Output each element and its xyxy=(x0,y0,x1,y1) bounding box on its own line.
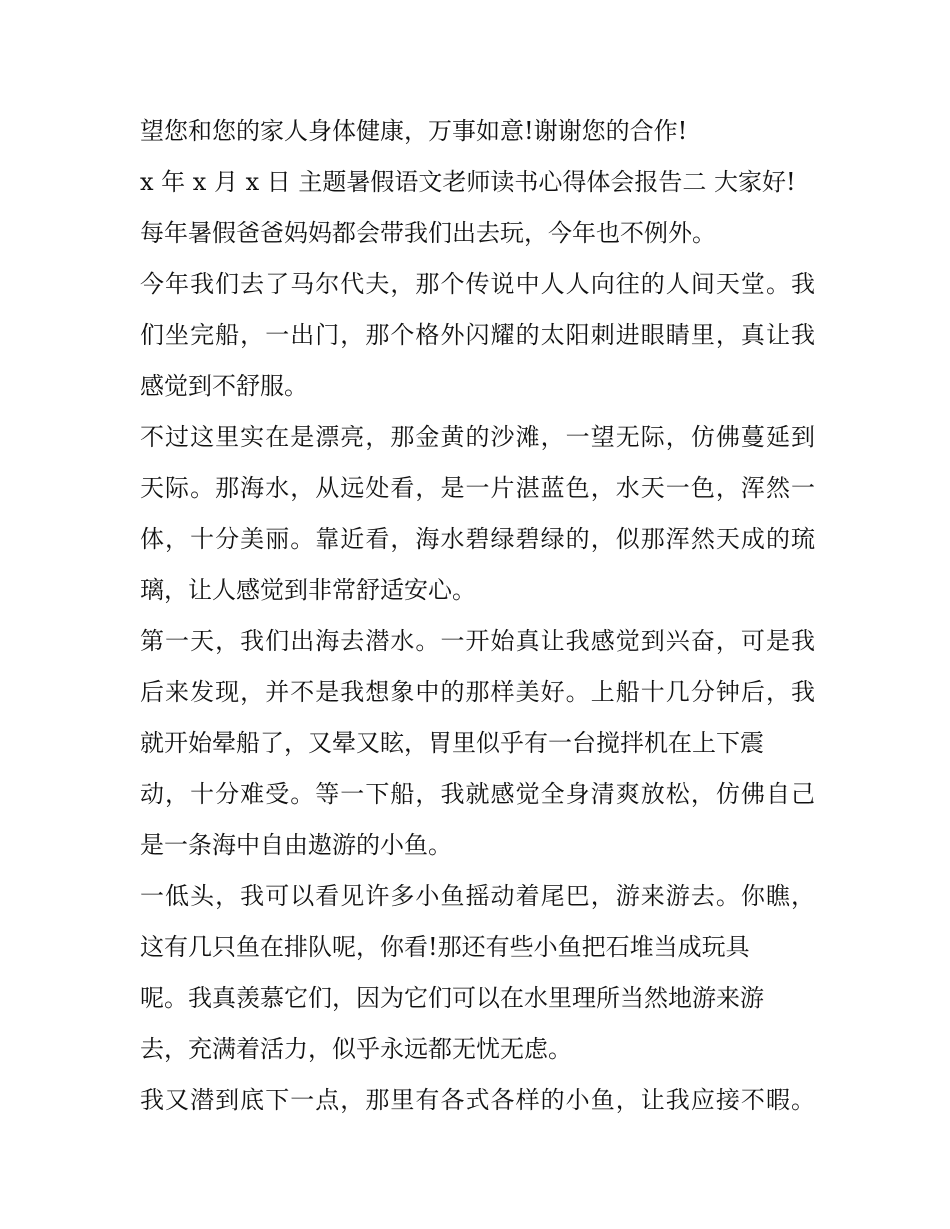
text-line: 望您和您的家人身体健康，万事如意!谢谢您的合作! xyxy=(140,117,688,145)
text-line: 感觉到不舒服。 xyxy=(140,372,308,400)
text-line: 璃，让人感觉到非常舒适安心。 xyxy=(140,576,476,604)
text-line: 今年我们去了马尔代夫，那个传说中人人向往的人间天堂。我 xyxy=(140,270,815,298)
text-line: 动，十分难受。等一下船，我就感觉全身清爽放松，仿佛自己 xyxy=(140,780,815,808)
document-body xyxy=(140,106,815,1126)
text-line: 一低头，我可以看见许多小鱼摇动着尾巴，游来游去。你瞧， xyxy=(140,882,815,910)
text-line: 是一条海中自由遨游的小鱼。 xyxy=(140,831,452,859)
text-line: 体，十分美丽。靠近看，海水碧绿碧绿的，似那浑然天成的琉 xyxy=(140,525,815,553)
text-line: 后来发现，并不是我想象中的那样美好。上船十几分钟后，我 xyxy=(140,678,815,706)
text-line: 第一天，我们出海去潜水。一开始真让我感觉到兴奋，可是我 xyxy=(140,627,815,655)
text-line: 呢。我真羡慕它们，因为它们可以在水里理所当然地游来游 xyxy=(140,984,764,1012)
text-line: 天际。那海水，从远处看，是一片湛蓝色，水天一色，浑然一 xyxy=(140,474,815,502)
text-line: 不过这里实在是漂亮，那金黄的沙滩，一望无际，仿佛蔓延到 xyxy=(140,423,815,451)
text-line: 就开始晕船了，又晕又眩，胃里似乎有一台搅拌机在上下震 xyxy=(140,729,764,757)
text-line: 去，充满着活力，似乎永远都无忧无虑。 xyxy=(140,1035,572,1063)
text-line: 我又潜到底下一点，那里有各式各样的小鱼，让我应接不暇。 xyxy=(140,1086,815,1114)
text-line: 这有几只鱼在排队呢，你看!那还有些小鱼把石堆当成玩具 xyxy=(140,933,750,961)
text-line: x 年 x 月 x 日 主题暑假语文老师读书心得体会报告二 大家好! xyxy=(140,168,796,196)
text-line: 们坐完船，一出门，那个格外闪耀的太阳刺进眼睛里，真让我 xyxy=(140,321,815,349)
text-line: 每年暑假爸爸妈妈都会带我们出去玩，今年也不例外。 xyxy=(140,219,716,247)
